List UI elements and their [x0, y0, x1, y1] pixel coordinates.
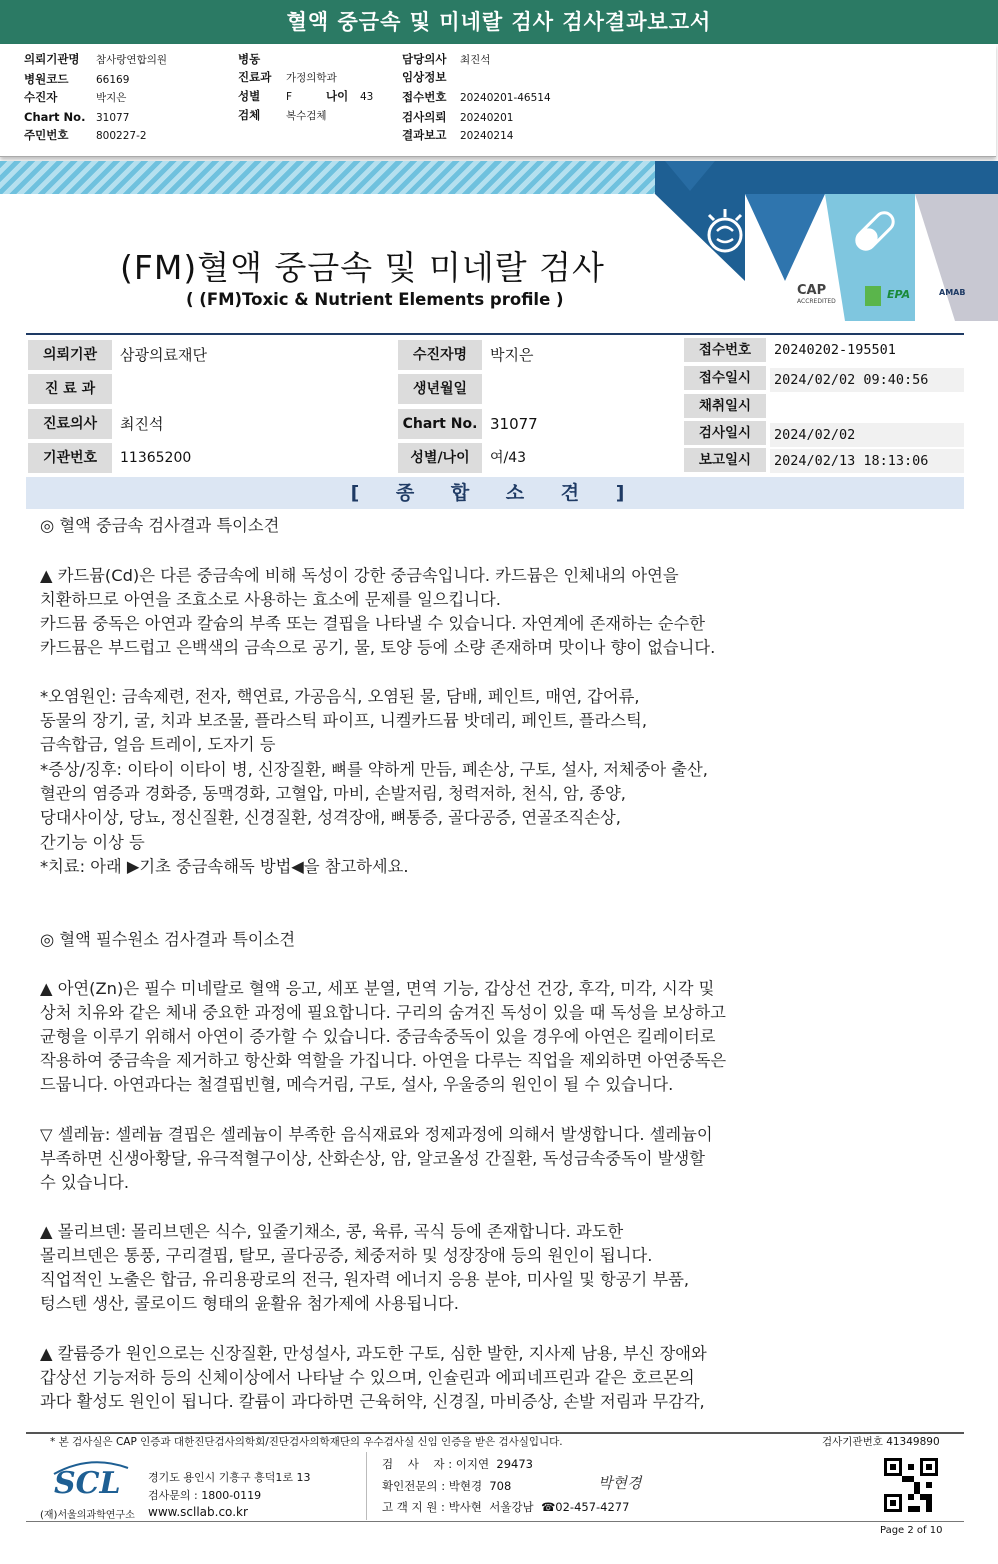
- body-line: 동물의 장기, 굴, 치과 보조물, 플라스틱 파이프, 니켈카드뮴 밧데리, 페인트, 플라스틱,: [40, 711, 647, 730]
- page-number: Page 2 of 10: [880, 1525, 943, 1536]
- body-line: ▲ 카드뮴(Cd)은 다른 중금속에 비해 독성이 강한 중금속입니다. 카드뮴은 인체내의 아연을: [40, 566, 679, 585]
- section-heading-heavy-metals: ◎ 혈액 중금속 검사결과 특이소견: [40, 516, 280, 535]
- body-line: 갑상선 기능저하 등의 신체이상에서 나타날 수 있으며, 인슐린과 에피네프린과 같은 호르몬의: [40, 1368, 695, 1387]
- body-line: 직업적인 노출은 합금, 유리용광로의 전극, 원자력 에너지 응용 분야, 미사일 및 항공기 부품,: [40, 1270, 690, 1289]
- sex-field: 성별 F: [238, 89, 293, 103]
- footer-divider: [366, 1452, 367, 1520]
- body-line: 수 있습니다.: [40, 1173, 129, 1192]
- org-no-value: 11365200: [120, 450, 192, 466]
- page-title: (FM)혈액 중금속 및 미네랄 검사: [120, 248, 605, 287]
- body-line: ▲ 아연(Zn)은 필수 미네랄로 혈액 응고, 세포 분열, 면역 기능, 갑상선 건강, 후각, 미각, 시각 및: [40, 979, 715, 998]
- chart-no-value: 31077: [490, 415, 538, 433]
- lab-website[interactable]: www.scllab.co.kr: [148, 1505, 248, 1519]
- dept-field: 진료과 가정의학과: [238, 70, 337, 84]
- epa-logo: EPA: [887, 288, 911, 301]
- body-line: 드뭅니다. 아연과다는 철결핍빈혈, 메슥거림, 구토, 설사, 우울증의 원인이 될 수 있습니다.: [40, 1075, 674, 1094]
- top-info-block: [0, 44, 996, 157]
- body-line: 부족하면 신생아황달, 유극적혈구이상, 산화손상, 암, 알코올성 간질환, 독성금속중독이 발생할: [40, 1149, 705, 1168]
- body-line: 균형을 이루기 위해서 아연이 증가할 수 있습니다. 중금속중독이 있을 경우에 아연은 킬레이터로: [40, 1027, 716, 1046]
- table-top-rule: [26, 333, 964, 335]
- qr-code: [884, 1458, 938, 1512]
- certification-logo: [865, 286, 881, 306]
- dept-label: 진 료 과: [28, 374, 112, 404]
- age-field: 나이 43: [326, 89, 374, 103]
- collect-datetime-value: [770, 396, 964, 420]
- report-date-field: 결과보고 20240214: [402, 128, 514, 142]
- body-line: 금속합금, 얼음 트레이, 도자기 등: [40, 735, 276, 754]
- test-datetime-label: 검사일시: [684, 421, 766, 445]
- ward-field: 병동: [238, 52, 261, 66]
- clinical-field: 임상정보: [402, 70, 447, 84]
- summary-heading: [ 종 합 소 견 ]: [26, 477, 964, 509]
- test-datetime-value: 2024/02/02: [770, 423, 964, 447]
- org-no-label: 기관번호: [28, 443, 112, 473]
- collect-datetime-label: 채취일시: [684, 394, 766, 418]
- tester-info: 검 사 자 : 이지연 29473: [382, 1457, 533, 1471]
- body-line: 카드뮴은 부드럽고 은백색의 금속으로 공기, 물, 토양 등에 소량 존재하며 맛이나 향이 없습니다.: [40, 638, 716, 657]
- scl-logo: [50, 1458, 132, 1506]
- patient-field: 수진자 박지은: [24, 90, 127, 104]
- capsule-icon: [845, 201, 905, 265]
- scl-logo-text: SCL: [54, 1466, 121, 1501]
- body-line: ▲ 칼륨증가 원인으로는 신장질환, 만성설사, 과도한 구토, 심한 발한, 지사제 남용, 부신 장애와: [40, 1344, 707, 1363]
- body-line: 당대사이상, 당뇨, 정신질환, 신경질환, 성격장애, 뼈통증, 골다공증, 연골조직손상,: [40, 808, 621, 827]
- confirmer-info: 확인전문의 : 박현경 708: [382, 1479, 512, 1493]
- body-line: ▽ 셀레늄: 셀레늄 결핍은 셀레늄이 부족한 음식재료와 정제과정에 의해서 발생합니다. 셀레늄이: [40, 1125, 713, 1144]
- rrn-field: 주민번호 800227-2: [24, 128, 147, 142]
- receipt-no-label: 접수번호: [684, 338, 766, 362]
- lab-address: 경기도 용인시 기흥구 흥덕1로 13: [148, 1471, 311, 1484]
- doctor-value: 최진석: [120, 415, 164, 433]
- lab-inquiry: 검사문의 : 1800-0119: [148, 1489, 262, 1502]
- body-line: 카드뮴 중독은 아연과 칼슘의 부족 또는 결핍을 나타낼 수 있습니다. 자연계에 존재하는 순수한: [40, 614, 705, 633]
- body-line: 상처 치유와 같은 체내 중요한 과정에 필요합니다. 구리의 숨겨진 독성이 있을 때 독성을 보상하고: [40, 1003, 726, 1022]
- cap-logo: CAP ACCREDITED: [797, 283, 836, 305]
- page-subtitle: ( (FM)Toxic & Nutrient Elements profile ): [186, 290, 564, 309]
- body-line: 작용하여 중금속을 제거하고 항산화 역할을 가집니다. 아연을 다루는 직업을 제외하면 아연중독은: [40, 1051, 727, 1070]
- body-line: 텅스텐 생산, 콜로이드 형태의 윤활유 첨가제에 사용됩니다.: [40, 1294, 459, 1313]
- body-line: 치환하므로 아연을 조효소로 사용하는 효소에 문제를 일으킵니다.: [40, 590, 501, 609]
- sex-age-label: 성별/나이: [398, 443, 482, 473]
- sex-age-value: 여/43: [490, 450, 527, 466]
- chart-no-label: Chart No.: [398, 409, 482, 439]
- body-line: 혈관의 염증과 경화증, 동맥경화, 고혈압, 마비, 손발저림, 청력저하, 천식, 암, 종양,: [40, 784, 626, 803]
- footer-bottom-rule: [26, 1521, 964, 1522]
- receipt-field: 접수번호 20240201-46514: [402, 90, 551, 104]
- institute-name: (재)서울의과학연구소: [40, 1510, 135, 1521]
- brain-icon: [695, 201, 755, 265]
- patient-name-label: 수진자명: [398, 340, 482, 370]
- request-date-field: 검사의뢰 20240201: [402, 110, 514, 124]
- requester-label: 의뢰기관: [28, 340, 112, 370]
- lab-org-number: 검사기관번호 41349890: [822, 1436, 940, 1448]
- birth-label: 생년월일: [398, 374, 482, 404]
- body-line: *치료: 아래 ▶기초 중금속해독 방법◀을 참고하세요.: [40, 857, 409, 876]
- doctor-field: 담당의사 최진석: [402, 52, 491, 66]
- physician-signature: 박현경: [598, 1474, 642, 1492]
- doctor-label: 진료의사: [28, 409, 112, 439]
- report-title: 혈액 중금속 및 미네랄 검사 검사결과보고서: [286, 10, 712, 34]
- chart-field: Chart No. 31077: [24, 110, 130, 124]
- requester-value: 삼광의료재단: [120, 346, 207, 364]
- body-line: 몰리브덴은 통풍, 구리결핍, 탈모, 골다공증, 체중저하 및 성장장애 등의 원인이 됩니다.: [40, 1246, 653, 1265]
- section-heading-essential-elements: ◎ 혈액 필수원소 검사결과 특이소견: [40, 930, 296, 949]
- receipt-no-value: 20240202-195501: [770, 338, 964, 362]
- receipt-datetime-label: 접수일시: [684, 366, 766, 390]
- body-line: *오염원인: 금속제련, 전자, 핵연료, 가공음식, 오염된 물, 담배, 페인트, 매연, 갑어류,: [40, 687, 640, 706]
- body-line: 과다 활성도 원인이 됩니다. 칼륨이 과다하면 근육허약, 신경질, 마비증상, 손발 저림과 무감각,: [40, 1392, 705, 1411]
- report-title-bar: [0, 0, 998, 44]
- support-info: 고 객 지 원 : 박사현 서울강남 ☎02-457-4277: [382, 1500, 630, 1514]
- requester-field: 의뢰기관명 참사랑연합의원: [24, 52, 168, 66]
- hospital-code-field: 병원코드 66169: [24, 72, 130, 86]
- banner-graphic: [655, 161, 998, 321]
- specimen-field: 검체 복수검체: [238, 108, 327, 122]
- report-datetime-label: 보고일시: [684, 448, 766, 472]
- body-line: *증상/징후: 이타이 이타이 병, 신장질환, 뼈를 약하게 만듬, 폐손상, 구토, 설사, 저체중아 출산,: [40, 760, 708, 779]
- receipt-datetime-value: 2024/02/02 09:40:56: [770, 368, 964, 392]
- report-datetime-value: 2024/02/13 18:13:06: [770, 449, 964, 473]
- patient-name-value: 박지은: [490, 346, 534, 364]
- body-line: ▲ 몰리브덴: 몰리브덴은 식수, 잎줄기채소, 콩, 육류, 곡식 등에 존재합니다. 과도한: [40, 1222, 624, 1241]
- amab-logo: AMAB: [939, 288, 966, 297]
- accreditation-note: * 본 검사실은 CAP 인증과 대한진단검사의학회/진단검사의학재단의 우수검사실 신임 인증을 받은 검사실입니다.: [50, 1436, 563, 1448]
- body-line: 간기능 이상 등: [40, 833, 145, 852]
